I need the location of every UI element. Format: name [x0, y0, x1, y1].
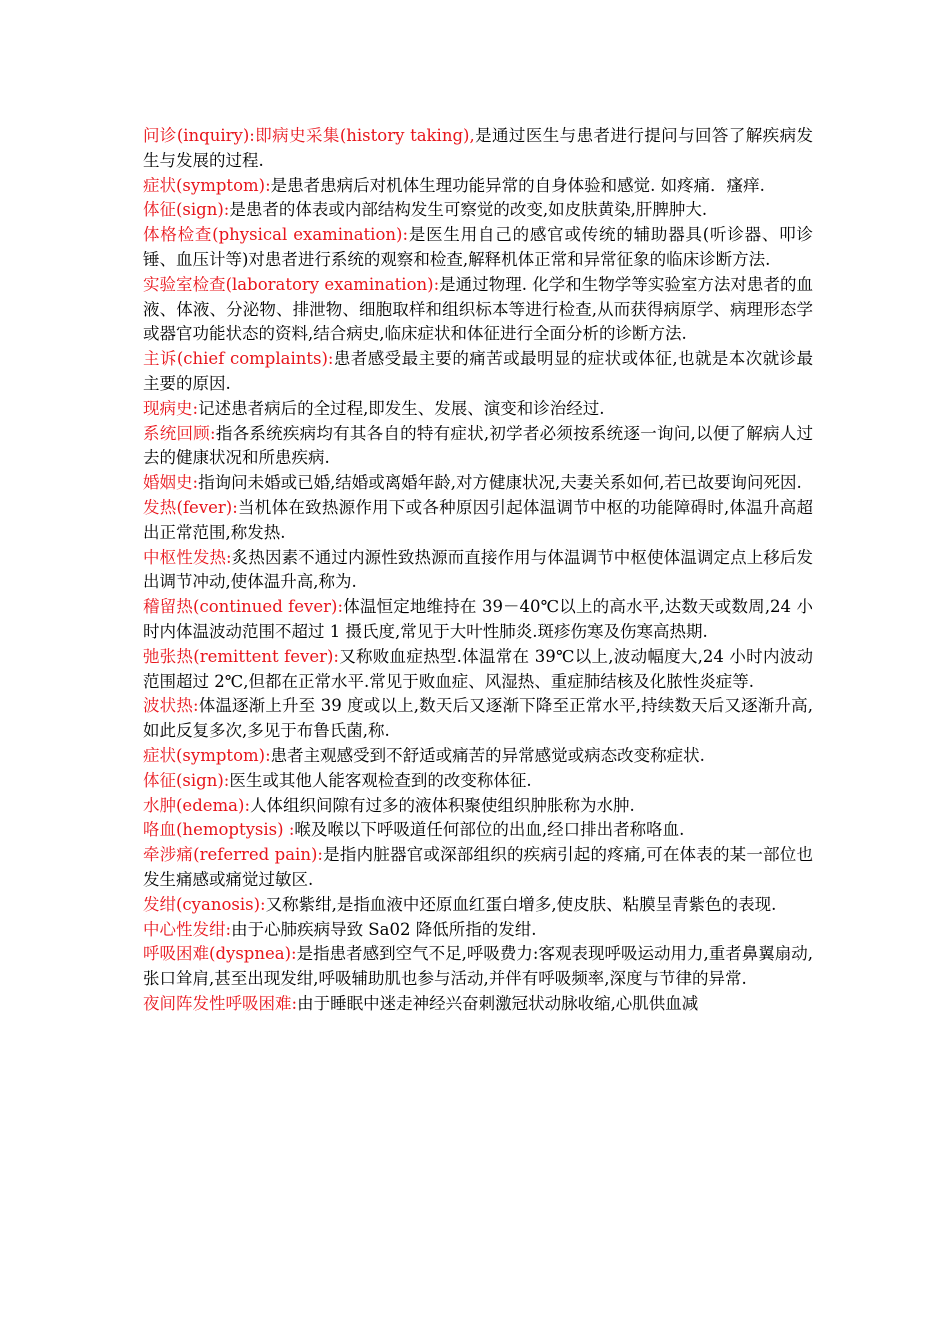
term-label: 体征(sign):: [143, 200, 230, 220]
definition-entry: [143, 397, 813, 422]
term-definition: 是通过医生与患者进行提问与回答了解疾病发生与发展的过程.: [143, 126, 813, 170]
definition-entry: [143, 694, 813, 744]
definition-entry: [143, 546, 813, 596]
definition-entry: [143, 223, 813, 273]
term-label: 现病史:: [143, 398, 199, 418]
definition-entry: [143, 992, 813, 1017]
term-definition: 是患者的体表或内部结构发生可察觉的改变,如皮肤黄染,肝脾肿大.: [229, 200, 708, 220]
term-label: 发绀(cyanosis):: [143, 894, 266, 914]
definition-entry: [143, 942, 813, 992]
document-page: [143, 124, 813, 1017]
definition-entry: [143, 471, 813, 496]
term-label: 体征(sign):: [143, 770, 230, 790]
term-definition: 患者感受最主要的痛苦或最明显的症状或体征,也就是本次就诊最主要的原因.: [143, 349, 813, 393]
term-definition: 由于睡眠中迷走神经兴奋刺激冠状动脉收缩,心肌供血减: [297, 993, 699, 1013]
term-label: 症状(symptom):: [143, 175, 271, 195]
term-label: 咯血(hemoptysis) :: [143, 820, 295, 840]
definition-entry: [143, 893, 813, 918]
term-definition: 又称败血症热型.体温常在 39℃以上,波动幅度大,24 小时内波动范围超过 2℃,但都在正常水平.常见于败血症、风湿热、重症肺结核及化脓性炎症等.: [143, 646, 813, 691]
term-label: 实验室检查(laboratory examination):: [143, 274, 440, 294]
term-definition: 是医生用自己的感官或传统的辅助器具(听诊器、叩诊锤、血压计等)对患者进行系统的观察和检查,解释机体正常和异常征象的临床诊断方法.: [143, 225, 814, 269]
definition-entry: [143, 818, 813, 843]
term-label: 波状热:: [143, 696, 199, 716]
term-definition: 指询问未婚或已婚,结婚或离婚年龄,对方健康状况,夫妻关系如何,若已故要询问死因.: [198, 473, 802, 493]
definition-entry: [143, 595, 813, 645]
term-definition: 体温恒定地维持在 39－40℃以上的高水平,达数天或数周,24 小时内体温波动范围不超过 1 摄氏度,常见于大叶性肺炎.斑疹伤寒及伤寒高热期.: [143, 597, 813, 641]
definition-entry: [143, 422, 813, 472]
term-label: 体格检查(physical examination):: [143, 225, 409, 245]
term-definition: 是指患者感到空气不足,呼吸费力:客观表现呼吸运动用力,重者鼻翼扇动,张口耸肩,甚至出现发绀,呼吸辅助肌也参与活动,并伴有呼吸频率,深度与节律的异常.: [143, 944, 813, 989]
term-definition: 医生或其他人能客观检查到的改变称体征.: [229, 770, 532, 790]
term-definition: 是患者患病后对机体生理功能异常的自身体验和感觉. 如疼痛．瘙痒.: [270, 175, 765, 195]
definition-entry: [143, 496, 813, 546]
term-definition: 又称紫绀,是指血液中还原血红蛋白增多,使皮肤、粘膜呈青紫色的表现.: [265, 894, 777, 914]
definition-entry: [143, 769, 813, 794]
term-label: 婚姻史:: [143, 473, 199, 493]
term-label: 牵涉痛(referred pain):: [143, 845, 323, 865]
term-definition: 指各系统疾病均有其各自的特有症状,初学者必须按系统逐一询问,以便了解病人过去的健康状况和所患疾病.: [143, 423, 813, 468]
definition-entry: [143, 124, 813, 174]
term-label: 症状(symptom):: [143, 745, 271, 765]
term-definition: 由于心肺疾病导致 Sa02 降低所指的发绀.: [231, 919, 537, 939]
term-label: 发热(fever):: [143, 497, 238, 517]
term-definition: 记述患者病后的全过程,即发生、发展、演变和诊治经过.: [198, 398, 605, 418]
term-label: 稽留热(continued fever):: [143, 597, 344, 617]
term-definition: 是指内脏器官或深部组织的疾病引起的疼痛,可在体表的某一部位也发生痛感或痛觉过敏区.: [143, 845, 813, 889]
definition-entry: [143, 645, 813, 695]
term-definition: 人体组织间隙有过多的液体积聚使组织肿胀称为水肿.: [250, 795, 635, 815]
definition-entry: [143, 347, 813, 397]
term-definition: 患者主观感受到不舒适或痛苦的异常感觉或病态改变称症状.: [270, 745, 705, 765]
term-label: 水肿(edema):: [143, 795, 251, 815]
term-label: 系统回顾:: [143, 423, 216, 443]
term-label: 中心性发绀:: [143, 919, 232, 939]
definition-entry: [143, 744, 813, 769]
term-label: 问诊(inquiry):即病史采集(history taking),: [143, 126, 475, 145]
definition-entry: [143, 918, 813, 943]
definition-entry: [143, 198, 813, 223]
term-definition: 体温逐渐上升至 39 度或以上,数天后又逐渐下降至正常水平,持续数天后又逐渐升高,如此反复多次,多见于布鲁氏菌,称.: [143, 696, 813, 741]
definition-entry: [143, 794, 813, 819]
definition-entry: [143, 174, 813, 199]
term-label: 夜间阵发性呼吸困难:: [143, 993, 298, 1013]
term-label: 主诉(chief complaints):: [143, 349, 334, 369]
term-definition: 炙热因素不通过内源性致热源而直接作用与体温调节中枢使体温调定点上移后发出调节冲动,使体温升高,称为.: [143, 547, 814, 592]
definition-entry: [143, 273, 813, 347]
term-definition: 当机体在致热源作用下或各种原因引起体温调节中枢的功能障碍时,体温升高超出正常范围,称发热.: [143, 497, 813, 542]
term-label: 中枢性发热:: [143, 547, 232, 567]
term-label: 呼吸困难(dyspnea):: [143, 944, 297, 964]
term-definition: 是通过物理. 化学和生物学等实验室方法对患者的血液、体液、分泌物、排泄物、细胞取样和组织标本等进行检查,从而获得病原学、病理形态学或器官功能状态的资料,结合病史,临床症状和体征进行全面分析的诊断方法.: [143, 274, 813, 344]
term-label: 弛张热(remittent fever):: [143, 646, 339, 666]
term-definition: 喉及喉以下呼吸道任何部位的出血,经口排出者称咯血.: [294, 820, 685, 840]
definition-entry: [143, 843, 813, 893]
